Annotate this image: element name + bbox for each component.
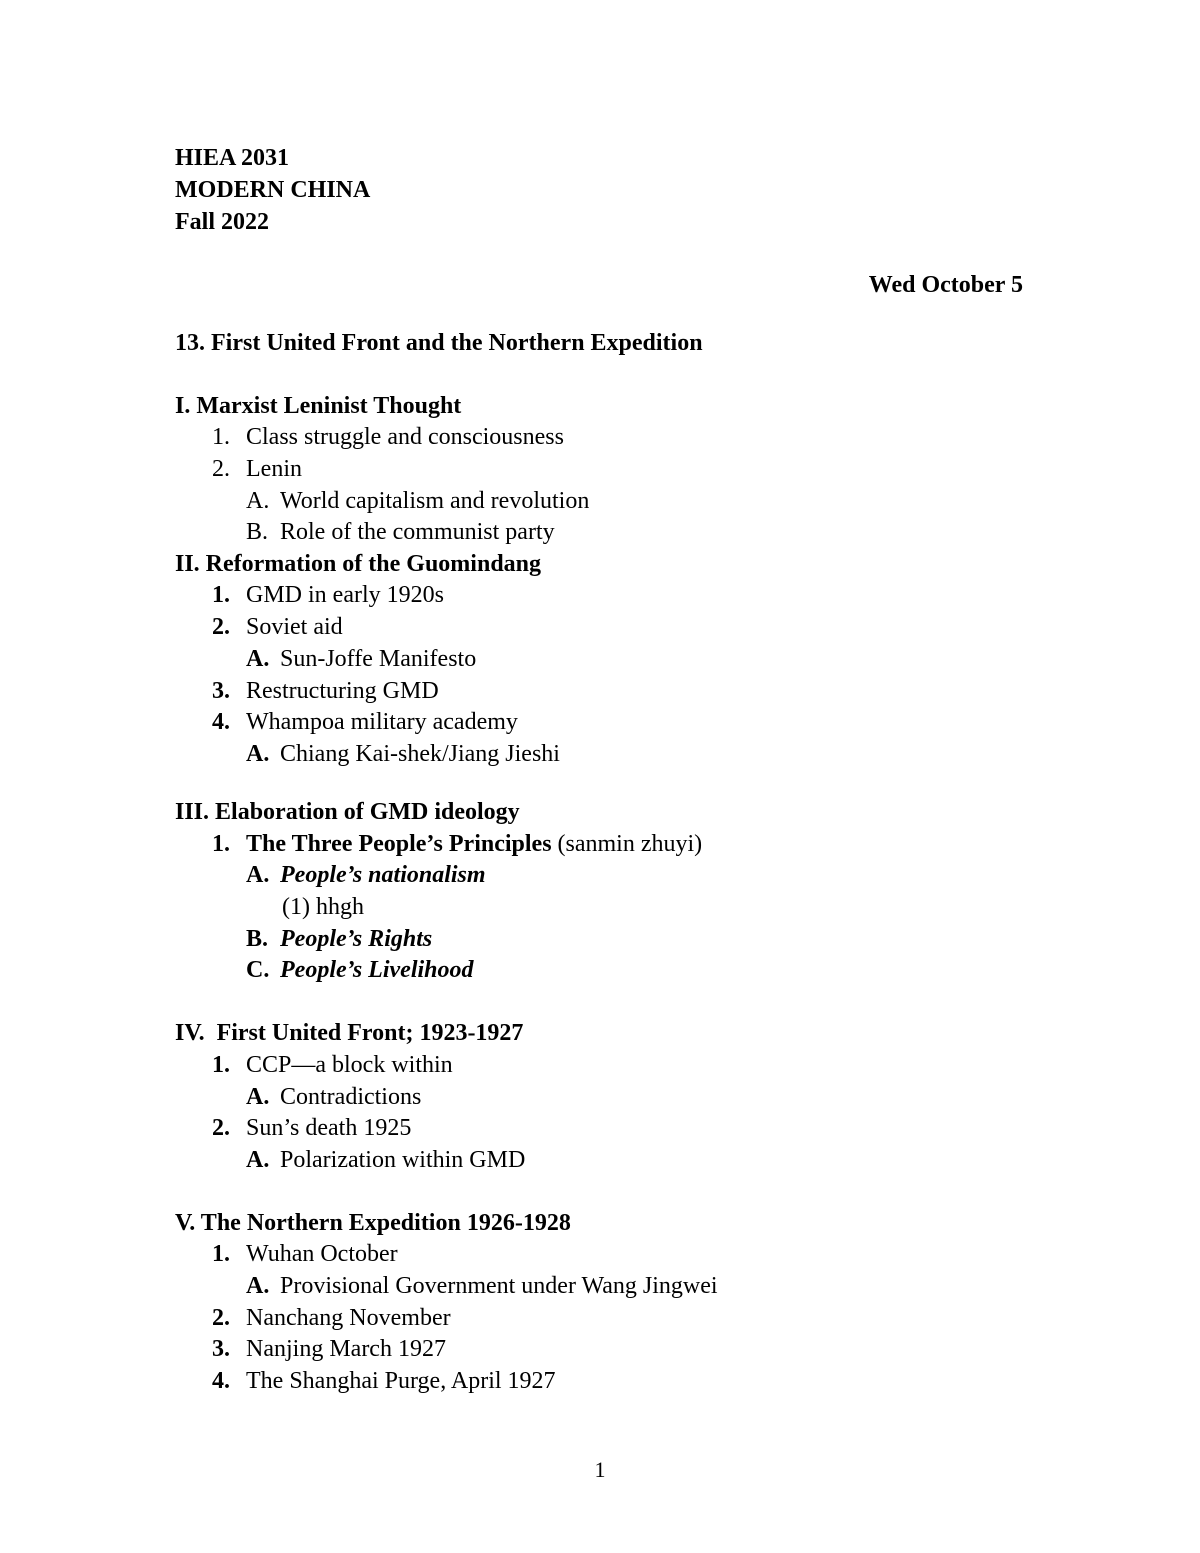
lecture-date: Wed October 5 [868,272,1023,298]
item-letter: A. [246,1084,270,1110]
section-heading: I. Marxist Leninist Thought [175,393,462,419]
item-number: 4. [212,1368,230,1394]
outline-subitem [246,924,432,954]
outline-subitem [246,1271,718,1301]
outline-item [212,1366,556,1396]
item-number: 3. [212,1336,230,1362]
outline-item [212,1334,446,1364]
page-number: 1 [594,1457,606,1482]
outline-item [212,676,439,706]
item-number: 2. [212,1115,230,1141]
outline-item [212,829,702,859]
item-text: Class struggle and consciousness [246,424,564,450]
item-number: 1. [212,1052,230,1078]
outline-item [212,580,444,610]
outline-subitem [246,644,476,674]
item-number: 1. [212,424,230,450]
outline-subitem [246,955,474,985]
item-text: World capitalism and revolution [280,488,590,514]
item-text: GMD in early 1920s [246,582,444,608]
outline-item [212,1303,451,1333]
section-heading: V. The Northern Expedition 1926-1928 [175,1210,571,1236]
item-text: Soviet aid [246,614,343,640]
section-heading: II. Reformation of the Guomindang [175,551,542,577]
outline-item [212,422,564,452]
item-text: Wuhan October [246,1241,398,1267]
outline-subitem [246,517,555,547]
item-number: 3. [212,678,230,704]
lecture-title: 13. First United Front and the Northern Expedition [175,330,703,356]
item-text: Role of the communist party [280,519,555,545]
outline-item [212,1113,411,1143]
outline-item [212,1239,398,1269]
item-text: Sun’s death 1925 [246,1115,412,1141]
outline-item [212,1050,453,1080]
term: Fall 2022 [175,209,269,235]
item-number: 4. [212,709,230,735]
item-text: Lenin [246,456,302,482]
outline-subitem [246,739,560,769]
item-letter: C. [246,957,270,983]
item-letter: A. [246,488,270,514]
item-text-bold: The Three People’s Principles [246,831,552,857]
course-code: HIEA 2031 [175,145,290,171]
item-letter: A. [246,862,270,888]
course-title: MODERN CHINA [175,177,371,203]
item-text: People’s Livelihood [280,957,474,983]
item-text: CCP—a block within [246,1052,453,1078]
item-number: 2. [212,1305,230,1331]
outline-subsubitem: (1) hhgh [282,894,364,920]
item-number: 1. [212,831,230,857]
item-number: 2. [212,614,230,640]
item-text: Whampoa military academy [246,709,518,735]
item-letter: A. [246,1273,270,1299]
section-heading: III. Elaboration of GMD ideology [175,799,520,825]
item-letter: A. [246,646,270,672]
item-text: The Shanghai Purge, April 1927 [246,1368,556,1394]
item-text: Polarization within GMD [280,1147,526,1173]
item-text: People’s Rights [280,926,433,952]
item-text: Nanchang November [246,1305,451,1331]
item-letter: A. [246,1147,270,1173]
item-letter: A. [246,741,270,767]
outline-item [212,707,518,737]
item-number: 2. [212,456,230,482]
item-text: Nanjing March 1927 [246,1336,446,1362]
item-letter: B. [246,519,269,545]
item-text: Provisional Government under Wang Jingwei [280,1273,718,1299]
item-number: 1. [212,582,230,608]
outline-item [212,612,343,642]
item-text: Contradictions [280,1084,422,1110]
section-heading: IV. First United Front; 1923-1927 [175,1020,524,1046]
outline-subitem [246,860,486,890]
outline-subitem [246,1145,525,1175]
item-text: People’s nationalism [280,862,486,888]
item-letter: B. [246,926,269,952]
item-text: (sanmin zhuyi) [551,831,703,857]
item-text: Chiang Kai-shek/Jiang Jieshi [280,741,560,767]
outline-subitem [246,1082,421,1112]
item-text: Restructuring GMD [246,678,439,704]
outline-subitem [246,486,589,516]
outline-item [212,454,302,484]
item-number: 1. [212,1241,230,1267]
item-text: Sun-Joffe Manifesto [280,646,477,672]
